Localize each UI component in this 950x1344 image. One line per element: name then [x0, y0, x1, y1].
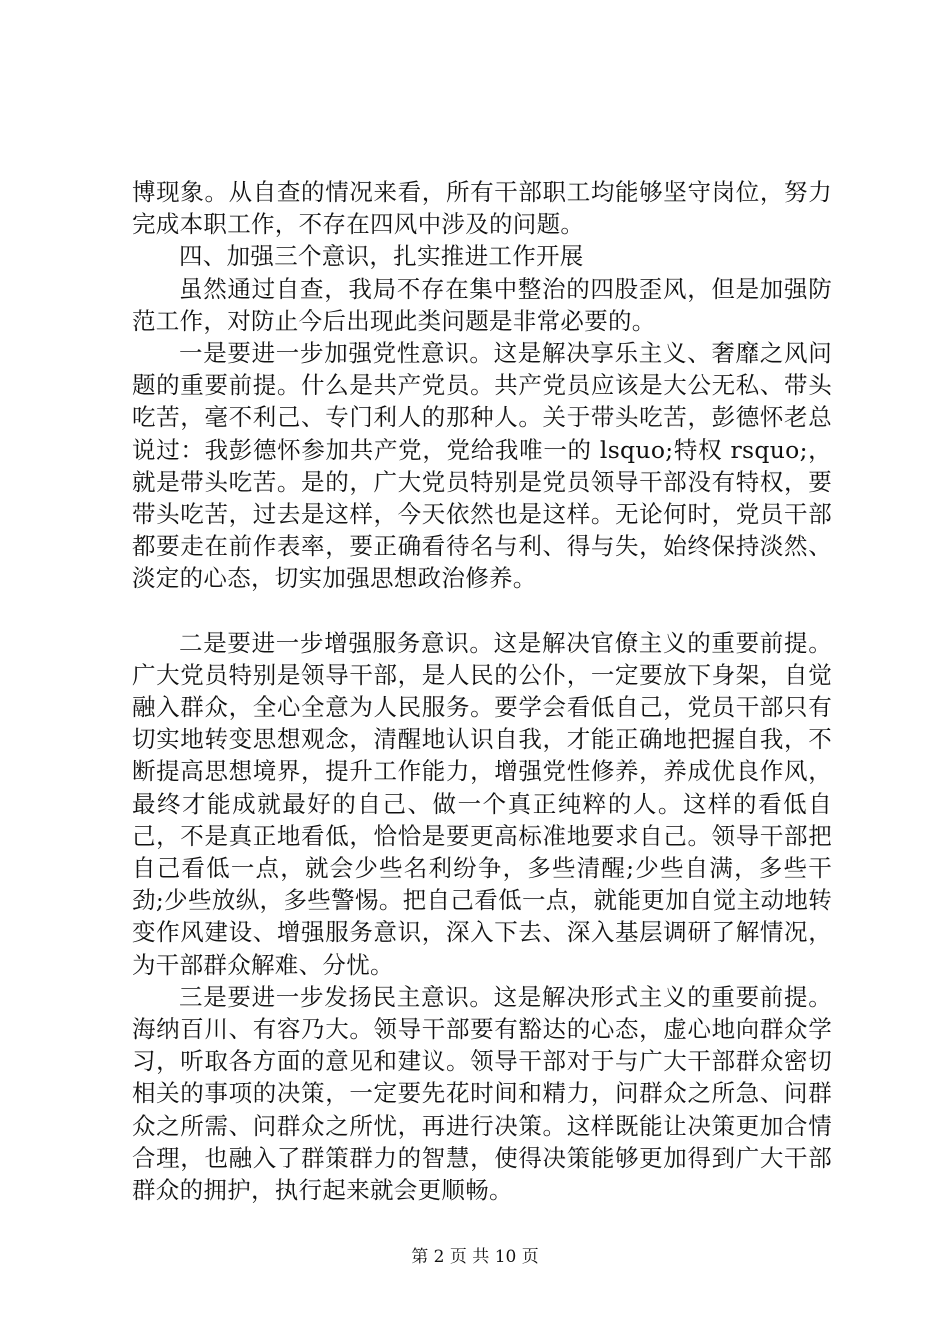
section-heading: 四、加强三个意识，扎实推进工作开展	[179, 242, 584, 271]
paragraph-democracy-awareness: 三是要进一步发扬民主意识。这是解决形式主义的重要前提。海纳百川、有容乃大。领导干部要有豁达的心态，虚心地向群众学习，听取各方面的意见和建议。领导干部对于与广大干部群众密切相关的事项的决策，一定要先花时间和精力，问群众之所急、问群众之所需、问群众之所忧，再进行决策。这样既能让决策更加合情合理，也融入了群策群力的智慧，使得决策能够更加得到广大干部群众的拥护，执行起来就会更顺畅。	[132, 982, 832, 1205]
paragraph-continuation: 博现象。从自查的情况来看，所有干部职工均能够坚守岗位，努力完成本职工作，不存在四风中涉及的问题。	[132, 178, 832, 239]
page-number: 第 2 页 共 10 页	[411, 1247, 539, 1267]
paragraph-intro: 虽然通过自查，我局不存在集中整治的四股歪风，但是加强防范工作，对防止今后出现此类问题是非常必要的。	[132, 274, 832, 335]
page-footer	[0, 1246, 950, 1268]
document-body	[132, 176, 832, 1206]
paragraph-party-awareness: 一是要进一步加强党性意识。这是解决享乐主义、奢靡之风问题的重要前提。什么是共产党员。共产党员应该是大公无私、带头吃苦，毫不利己、专门利人的那种人。关于带头吃苦，彭德怀老总说过：我彭德怀参加共产党，党给我唯一的 lsquo;特权 rsquo;，就是带头吃苦。是的，广大党员特别是党员领导干部没有特权，要带头吃苦，过去是这样，今天依然也是这样。无论何时，党员干部都要走在前作表率，要正确看待名与利、得与失，始终保持淡然、淡定的心态，切实加强思想政治修养。	[132, 339, 832, 593]
paragraph-service-awareness: 二是要进一步增强服务意识。这是解决官僚主义的重要前提。广大党员特别是领导干部，是人民的公仆，一定要放下身架，自觉融入群众，全心全意为人民服务。要学会看低自己，党员干部只有切实地转变思想观念，清醒地认识自我，才能正确地把握自我，不断提高思想境界，提升工作能力，增强党性修养，养成优良作风，最终才能成就最好的自己、做一个真正纯粹的人。这样的看低自己，不是真正地看低，恰恰是要更高标准地要求自己。领导干部把自己看低一点，就会少些名利纷争，多些清醒;少些自满，多些干劲;少些放纵，多些警惕。把自己看低一点，就能更加自觉主动地转变作风建设、增强服务意识，深入下去、深入基层调研了解情况，为干部群众解难、分忧。	[132, 628, 832, 979]
